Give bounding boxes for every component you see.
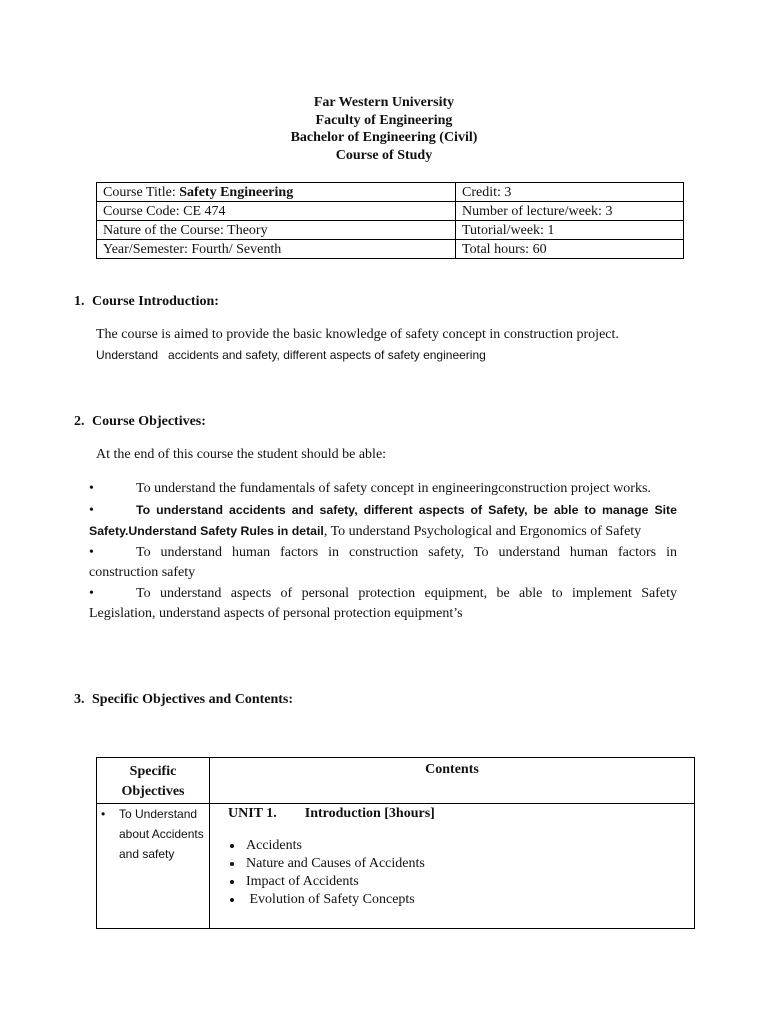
credit-cell: Credit: 3 [456,183,684,202]
objective-text: To Understand about Accidents and safety [119,807,204,861]
bullet: • [101,807,106,821]
list-item: • Accidents [244,837,694,855]
contents-column-header: Contents [210,758,695,804]
list-item: • To understand human factors in construction safety, To understand human factors in construction safety [89,544,677,580]
unit-cell [210,804,695,929]
total-hours-cell: Total hours: 60 [456,240,684,259]
table-row [97,240,684,259]
faculty-name: Faculty of Engineering [315,112,453,128]
section-3-heading: 3. Specific Objectives and Contents: [74,692,294,707]
course-info-table [96,182,684,259]
tutorial-cell: Tutorial/week: 1 [456,221,684,240]
list-item: • To understand aspects of personal protection equipment, be able to implement Safety Legislation, understand aspects of personal protection equipment’s [89,585,677,621]
course-code-cell: Course Code: CE 474 [97,202,456,221]
university-name: Far Western University [313,95,455,110]
lectures-cell: Number of lecture/week: 3 [456,202,684,221]
table-row [97,804,695,929]
unit-heading: UNIT 1. Introduction [3hours] [228,806,435,821]
document-header [0,94,768,164]
list-item: • To understand accidents and safety, different aspects of Safety, be able to manage Site Safety.Understand Safety Rules in detail, To understand Psychological and Ergonomics of Safety [89,502,677,539]
list-item: • Evolution of Safety Concepts [244,891,694,909]
nature-cell: Nature of the Course: Theory [97,221,456,240]
table-header-row [97,758,695,804]
objectives-list [89,479,677,625]
section-2-heading: 2. Course Objectives: [74,414,206,429]
table-row [97,221,684,240]
list-item: • Impact of Accidents [244,873,694,891]
document-type: Course of Study [335,147,433,163]
section-1-heading: 1. Course Introduction: [74,294,219,309]
list-item: • To understand the fundamentals of safety concept in engineeringconstruction project works. [89,481,651,496]
table-row [97,183,684,202]
list-item: • Nature and Causes of Accidents [244,855,694,873]
unit-topics [228,837,694,909]
objectives-intro: At the end of this course the student should be able: [96,447,387,462]
objective-cell [97,804,210,929]
contents-table [96,757,695,929]
intro-line-1: The course is aimed to provide the basic knowledge of safety concept in construction project. [96,327,619,342]
course-title-cell: Course Title: Safety Engineering [97,183,456,202]
year-semester-cell: Year/Semester: Fourth/ Seventh [97,240,456,259]
program-name: Bachelor of Engineering (Civil) [290,130,478,145]
table-row [97,202,684,221]
course-title-value: Safety Engineering [179,184,294,200]
objectives-column-header: Specific Objectives [97,758,210,804]
intro-line-2: Understand accidents and safety, different aspects of safety engineering [96,348,486,362]
